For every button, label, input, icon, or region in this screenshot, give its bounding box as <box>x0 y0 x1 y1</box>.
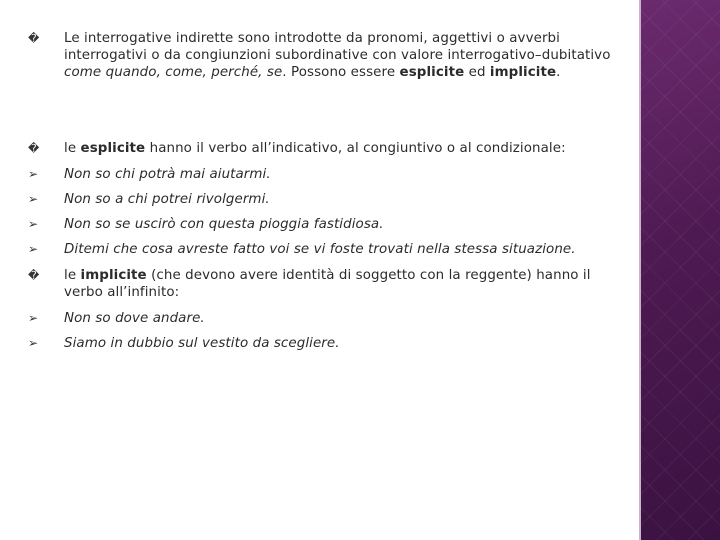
arrow-bullet-icon: ➢ <box>28 311 39 325</box>
square-bullet-icon: � <box>28 142 40 155</box>
bullet-text: Le interrogative indirette sono introdotte da pronomi, aggettivi o avverbi interrogativi o da congiunzioni subordinative con valore interrogativo–dubitativo come quando, come, perché, se. Possono essere esplicite ed implicite. <box>64 31 611 80</box>
example-item <box>28 166 618 183</box>
example-item <box>28 241 618 258</box>
bullet-item-esplicite <box>28 140 618 157</box>
arrow-bullet-icon: ➢ <box>28 217 39 231</box>
bullet-item-implicite <box>28 267 618 301</box>
example-text: Non so se uscirò con questa pioggia fastidiosa. <box>64 217 384 232</box>
example-item <box>28 216 618 233</box>
slide-content <box>28 30 618 352</box>
bullet-item-intro <box>28 30 618 108</box>
example-text: Siamo in dubbio sul vestito da scegliere. <box>64 336 340 351</box>
decorative-side-band <box>641 0 720 540</box>
arrow-bullet-icon: ➢ <box>28 242 39 256</box>
example-text: Non so chi potrà mai aiutarmi. <box>64 167 271 182</box>
arrow-bullet-icon: ➢ <box>28 192 39 206</box>
example-text: Non so a chi potrei rivolgermi. <box>64 192 270 207</box>
square-bullet-icon: � <box>28 269 40 282</box>
example-item <box>28 310 618 327</box>
bullet-text: le esplicite hanno il verbo all’indicativo, al congiuntivo o al condizionale: <box>64 141 566 156</box>
square-bullet-icon: � <box>28 32 40 45</box>
example-text: Non so dove andare. <box>64 311 205 326</box>
example-text: Ditemi che cosa avreste fatto voi se vi foste trovati nella stessa situazione. <box>64 242 576 257</box>
bullet-text: le implicite (che devono avere identità di soggetto con la reggente) hanno il verbo all’infinito: <box>64 268 591 300</box>
arrow-bullet-icon: ➢ <box>28 336 39 350</box>
example-item <box>28 191 618 208</box>
example-item <box>28 335 618 352</box>
arrow-bullet-icon: ➢ <box>28 167 39 181</box>
